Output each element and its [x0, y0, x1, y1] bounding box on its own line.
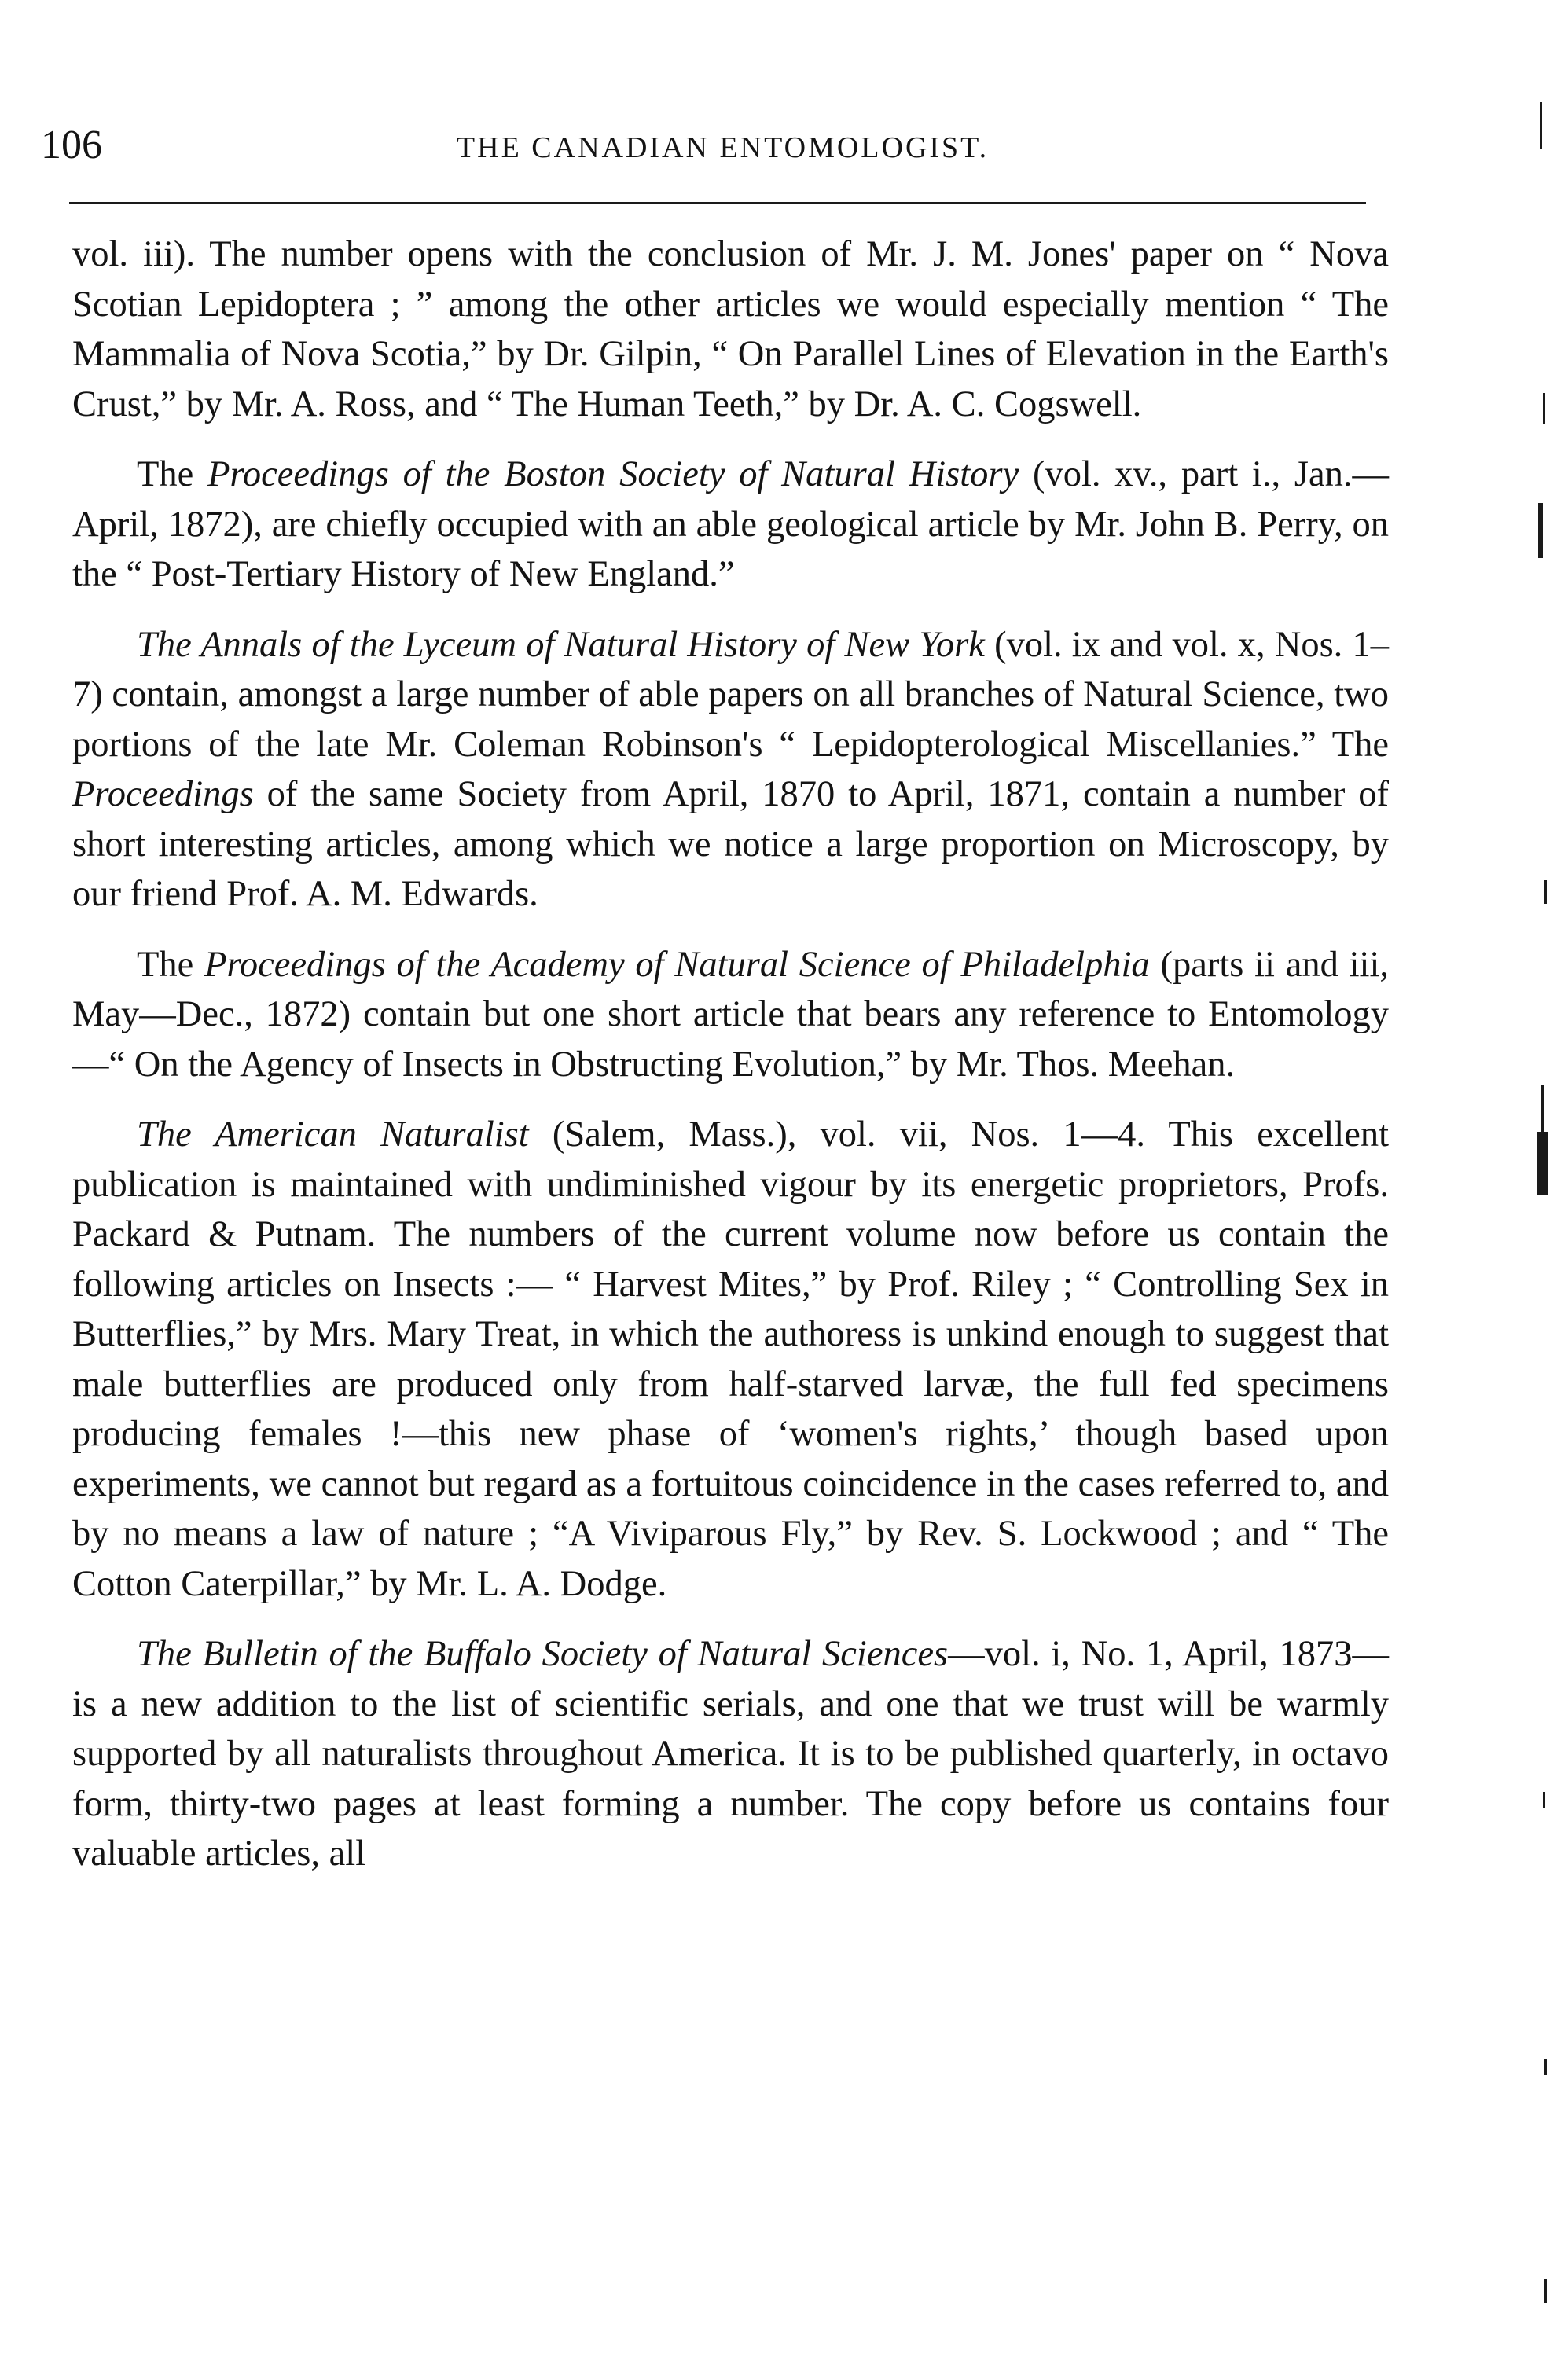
page-number: 106	[41, 123, 102, 167]
journal-title-buffalo: The Bulletin of the Buffalo Society of Natural Sciences	[137, 1634, 949, 1674]
scan-mark	[1543, 393, 1545, 424]
paragraph-6	[72, 1629, 1389, 1879]
journal-title-proceedings: Proceedings	[72, 774, 254, 814]
paragraph-3-text-a: (vol. ix and vol. x, Nos. 1–7) contain, amongst a large number of able papers on all branches of Natural Science, two portions of the late Mr. Coleman Robinson's “ Lepidopterological Miscellanies.” The	[72, 624, 1389, 765]
scan-mark	[1544, 2279, 1547, 2303]
scan-mark	[1541, 1085, 1544, 1132]
paragraph-5-text: (Salem, Mass.), vol. vii, Nos. 1—4. This excellent publication is maintained with undiminished vigour by its energetic proprietors, Profs. Packard & Putnam. The numbers of the current volume now before us contain the following articles on Insects :— “ Harvest Mites,” by Prof. Riley ; “ Controlling Sex in Butterflies,” by Mrs. Mary Treat, in which the authoress is unkind enough to suggest that male butterflies are produced only from half-starved larvæ, the full fed specimens producing females !—this new phase of ‘women's rights,’ though based upon experiments, we cannot but regard as a fortuitous coincidence in the cases referred to, and by no means a law of nature ; “A Viviparous Fly,” by Rev. S. Lockwood ; and “ The Cotton Caterpillar,” by Mr. L. A. Dodge.	[72, 1114, 1390, 1604]
scan-mark	[1538, 503, 1543, 558]
paragraph-6-text: —vol. i, No. 1, April, 1873—is a new addition to the list of scientific serials, and one that we trust will be warmly supported by all naturalists throughout America. It is to be published quarterly, in octavo form, thirty-two pages at least forming a number. The copy before us contains four valuable articles, all	[72, 1634, 1389, 1874]
paragraph-2-lead: The	[137, 454, 208, 494]
journal-title-boston: Proceedings of the Boston Society of Natural History	[207, 454, 1019, 494]
scan-mark	[1544, 2059, 1547, 2075]
paragraph-3	[72, 620, 1389, 920]
scan-mark	[1543, 1792, 1545, 1808]
paragraph-5	[72, 1110, 1389, 1609]
page-header	[41, 118, 1405, 173]
scan-edge-marks	[1521, 0, 1568, 2379]
journal-title-lyceum: The Annals of the Lyceum of Natural History of New York	[137, 624, 985, 665]
scan-mark	[1537, 1132, 1548, 1195]
paragraph-4-lead: The	[137, 944, 205, 985]
scan-mark	[1540, 102, 1542, 149]
paragraph-3-text-b: of the same Society from April, 1870 to April, 1871, contain a number of short interesting articles, among which we notice a large proportion on Microscopy, by our friend Prof. A. M. Edwards.	[72, 774, 1389, 914]
paragraph-1: vol. iii). The number opens with the conclusion of Mr. J. M. Jones' paper on “ Nova Scotian Lepidoptera ; ” among the other articles we would especially mention “ The Mammalia of Nova Scotia,” by Dr. Gilpin, “ On Parallel Lines of Elevation in the Earth's Crust,” by Mr. A. Ross, and “ The Human Teeth,” by Dr. A. C. Cogswell.	[72, 234, 1389, 424]
header-rule	[69, 202, 1366, 204]
journal-title-philadelphia: Proceedings of the Academy of Natural Science of Philadelphia	[204, 944, 1150, 985]
scan-mark	[1544, 880, 1547, 904]
article-body	[72, 229, 1389, 1879]
paragraph-4	[72, 940, 1389, 1090]
paragraph-2	[72, 450, 1389, 600]
journal-title-american-naturalist: The American Naturalist	[137, 1114, 529, 1155]
paragraph-2-text: (vol. xv., part i., Jan.—April, 1872), are chiefly occupied with an able geological article by Mr. John B. Perry, on the “ Post-Tertiary History of New England.”	[72, 454, 1389, 594]
running-title: THE CANADIAN ENTOMOLOGIST.	[456, 131, 990, 164]
paragraph-4-text: (parts ii and iii, May—Dec., 1872) contain but one short article that bears any reference to Entomology—“ On the Agency of Insects in Obstructing Evolution,” by Mr. Thos. Meehan.	[72, 944, 1389, 1085]
